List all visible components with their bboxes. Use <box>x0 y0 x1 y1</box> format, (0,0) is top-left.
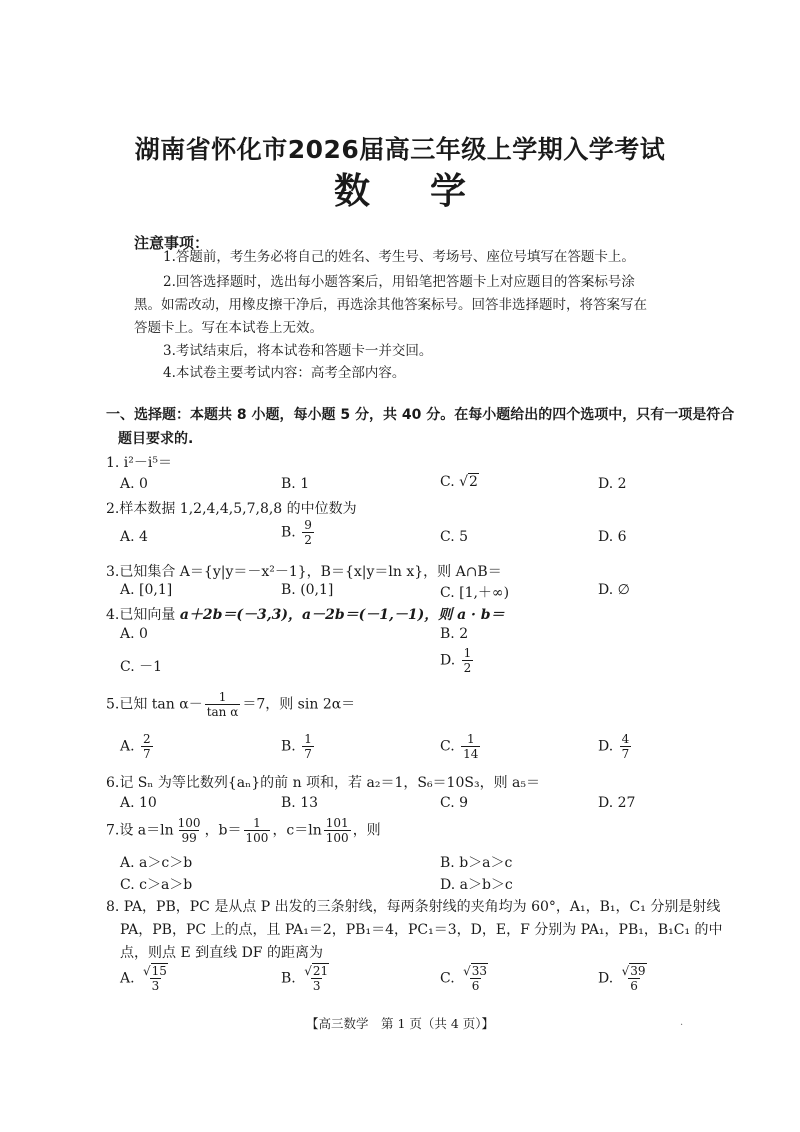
question-3-option-b: B. (0,1] <box>281 582 334 598</box>
scan-mark: · <box>680 1020 684 1031</box>
question-5-option-b: B. $\frac{1}{7}$ <box>281 732 312 761</box>
question-3-stem: 3.已知集合 A＝{y|y＝－x²－1}，B＝{x|y＝ln x}，则 A∩B＝ <box>106 564 502 580</box>
question-8-line-2: PA，PB，PC 上的点，且 PA₁＝2，PB₁＝4，PC₁＝3，D，E，F 分别为 PA₁，PB₁，B₁C₁ 的中 <box>120 922 723 938</box>
question-8-option-c: C. $\frac{√33}{6}$ <box>440 964 488 993</box>
question-1-option-b: B. 1 <box>281 476 310 492</box>
question-2-option-c: C. 5 <box>440 529 469 545</box>
question-5-stem: 5.已知 tan α－ $\frac{1}{\text{tan α}}$ ＝7，则 sin 2α＝ <box>106 690 356 719</box>
section-heading-line2: 题目要求的. <box>118 431 194 447</box>
question-8-option-b: B. $\frac{√21}{3}$ <box>281 964 329 993</box>
question-7-option-b: B. b＞a＞c <box>440 855 513 871</box>
question-7-option-c: C. c＞a＞b <box>120 877 193 893</box>
question-1-option-a: A. 0 <box>120 476 148 492</box>
question-6-option-a: A. 10 <box>120 795 157 811</box>
notice-line-3: 3.考试结束后，将本试卷和答题卡一并交回。 <box>163 343 433 359</box>
question-4-stem: 4.已知向量 a＋2b＝(－3,3)，a－2b＝(－1,－1)，则 a · b＝ <box>106 607 505 623</box>
question-6-stem: 6.记 Sₙ 为等比数列{aₙ}的前 n 项和，若 a₂＝1，S₆＝10S₃，则 a₅＝ <box>106 775 540 791</box>
question-6-option-c: C. 9 <box>440 795 469 811</box>
notice-line-2a: 2.回答选择题时，选出每小题答案后，用铅笔把答题卡上对应题目的答案标号涂 <box>163 274 635 290</box>
question-2-stem: 2.样本数据 1,2,4,4,5,7,8,8 的中位数为 <box>106 501 357 517</box>
notice-line-2b: 黑。如需改动，用橡皮擦干净后，再选涂其他答案标号。回答非选择题时，将答案写在 <box>134 297 647 313</box>
question-1-option-d: D. 2 <box>598 476 627 492</box>
question-2-option-a: A. 4 <box>120 529 148 545</box>
question-2-option-b: B. $\frac{9}{2}$ <box>281 518 312 547</box>
notice-line-2c: 答题卡上。写在本试卷上无效。 <box>134 320 323 336</box>
question-6-option-b: B. 13 <box>281 795 319 811</box>
question-1-stem: 1. i²－i⁵＝ <box>106 455 172 471</box>
question-8-option-a: A. $\frac{√15}{3}$ <box>120 964 167 993</box>
question-5-option-a: A. $\frac{2}{7}$ <box>120 732 151 761</box>
question-4-option-a: A. 0 <box>120 626 148 642</box>
question-8-option-d: D. $\frac{√39}{6}$ <box>598 964 646 993</box>
question-3-option-d: D. ∅ <box>598 582 630 598</box>
question-3-option-c: C. [1,＋∞) <box>440 585 510 601</box>
subject-title: 数学 <box>333 171 526 212</box>
question-5-option-d: D. $\frac{4}{7}$ <box>598 732 630 761</box>
question-8-line-3: 点，则点 E 到直线 DF 的距离为 <box>120 945 323 961</box>
question-7-option-d: D. a＞b＞c <box>440 877 513 893</box>
question-6-option-d: D. 27 <box>598 795 636 811</box>
question-4-option-c: C. －1 <box>120 659 163 675</box>
question-8-line-1: 8. PA，PB，PC 是从点 P 出发的三条射线，每两条射线的夹角均为 60°，A₁，B₁，C₁ 分别是射线 <box>106 899 721 915</box>
page-footer: 【高三数学 第 1 页（共 4 页）】 <box>305 1016 495 1031</box>
question-1-option-c: C. √2 <box>440 474 478 490</box>
notice-line-4: 4.本试卷主要考试内容：高考全部内容。 <box>163 365 406 381</box>
question-7-stem: 7.设 a＝ln $\frac{100}{99}$ ，b＝ $\frac{1}{100}$ ，c＝ln $\frac{101}{100}$ ，则 <box>106 816 381 845</box>
section-heading-line1: 一、选择题：本题共 8 小题，每小题 5 分，共 40 分。在每小题给出的四个选项中，只有一项是符合 <box>106 407 735 423</box>
question-4-option-b: B. 2 <box>440 626 469 642</box>
question-4-option-d: D. $\frac{1}{2}$ <box>440 646 472 675</box>
notice-line-1: 1.答题前，考生务必将自己的姓名、考生号、考场号、座位号填写在答题卡上。 <box>163 249 635 265</box>
question-3-option-a: A. [0,1] <box>120 582 173 598</box>
exam-title: 湖南省怀化市2026届高三年级上学期入学考试 <box>134 135 666 164</box>
question-2-option-d: D. 6 <box>598 529 627 545</box>
notice-heading: 注意事项： <box>134 234 210 252</box>
question-5-option-c: C. $\frac{1}{14}$ <box>440 732 479 761</box>
question-7-option-a: A. a＞c＞b <box>120 855 193 871</box>
